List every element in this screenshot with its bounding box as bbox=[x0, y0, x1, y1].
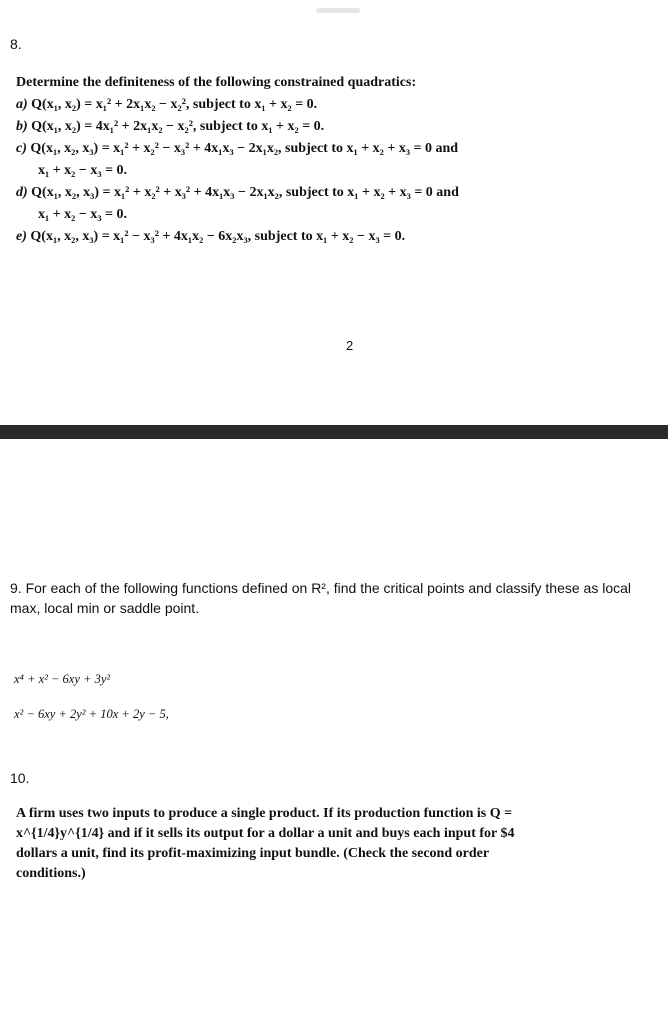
question-8-item-c bbox=[16, 138, 656, 160]
item-label: d) bbox=[16, 185, 28, 200]
question-8-item-d-continuation: x₁ + x₂ − x₃ = 0. bbox=[38, 207, 128, 222]
item-label: b) bbox=[16, 119, 28, 134]
item-label: a) bbox=[16, 97, 28, 112]
question-10-number: 10. bbox=[10, 770, 30, 786]
question-8-item-a bbox=[16, 94, 656, 116]
question-8-item-b bbox=[16, 116, 656, 138]
item-text: Q(x₁, x₂, x₃) = x₁² − x₃² + 4x₁x₂ − 6x₂x₃, subject to x₁ + x₂ − x₃ = 0. bbox=[30, 229, 406, 244]
item-text: Q(x₁, x₂) = 4x₁² + 2x₁x₂ − x₂², subject to x₁ + x₂ = 0. bbox=[31, 119, 325, 134]
page-number: 2 bbox=[346, 338, 354, 353]
question-8-number: 8. bbox=[10, 36, 22, 52]
item-text: Q(x₁, x₂) = x₁² + 2x₁x₂ − x₂², subject to x₁ + x₂ = 0. bbox=[31, 97, 318, 112]
top-scroll-tab bbox=[316, 8, 360, 13]
item-text: Q(x₁, x₂, x₃) = x₁² + x₂² + x₃² + 4x₁x₃ − 2x₁x₂, subject to x₁ + x₂ + x₃ = 0 and bbox=[31, 185, 459, 200]
question-8-item-d bbox=[16, 182, 656, 204]
item-text: Q(x₁, x₂, x₃) = x₁² + x₂² − x₃² + 4x₁x₃ − 2x₁x₂, subject to x₁ + x₂ + x₃ = 0 and bbox=[30, 141, 459, 156]
question-9-function-2: x² − 6xy + 2y² + 10x + 2y − 5, bbox=[14, 707, 169, 721]
item-label: e) bbox=[16, 229, 27, 244]
item-label: c) bbox=[16, 141, 27, 156]
question-9-function-1: x⁴ + x² − 6xy + 3y² bbox=[14, 672, 111, 686]
page-divider bbox=[0, 425, 668, 439]
question-10-text: A firm uses two inputs to produce a single product. If its production function is Q = x^{1/4}y^{1/4} and if it sells its output for a dollar a unit and buys each input for $4 dollars a unit, find its profit-maximizing input bundle. (Check the second order conditions.) bbox=[16, 806, 515, 881]
question-8-item-c-continuation: x₁ + x₂ − x₃ = 0. bbox=[38, 163, 128, 178]
question-8-block bbox=[16, 72, 656, 248]
question-8-item-e bbox=[16, 226, 656, 248]
question-9-text: 9. For each of the following functions defined on R², find the critical points and classify these as local max, local min or saddle point. bbox=[10, 580, 632, 616]
question-8-intro: Determine the definiteness of the following constrained quadratics: bbox=[16, 75, 417, 90]
